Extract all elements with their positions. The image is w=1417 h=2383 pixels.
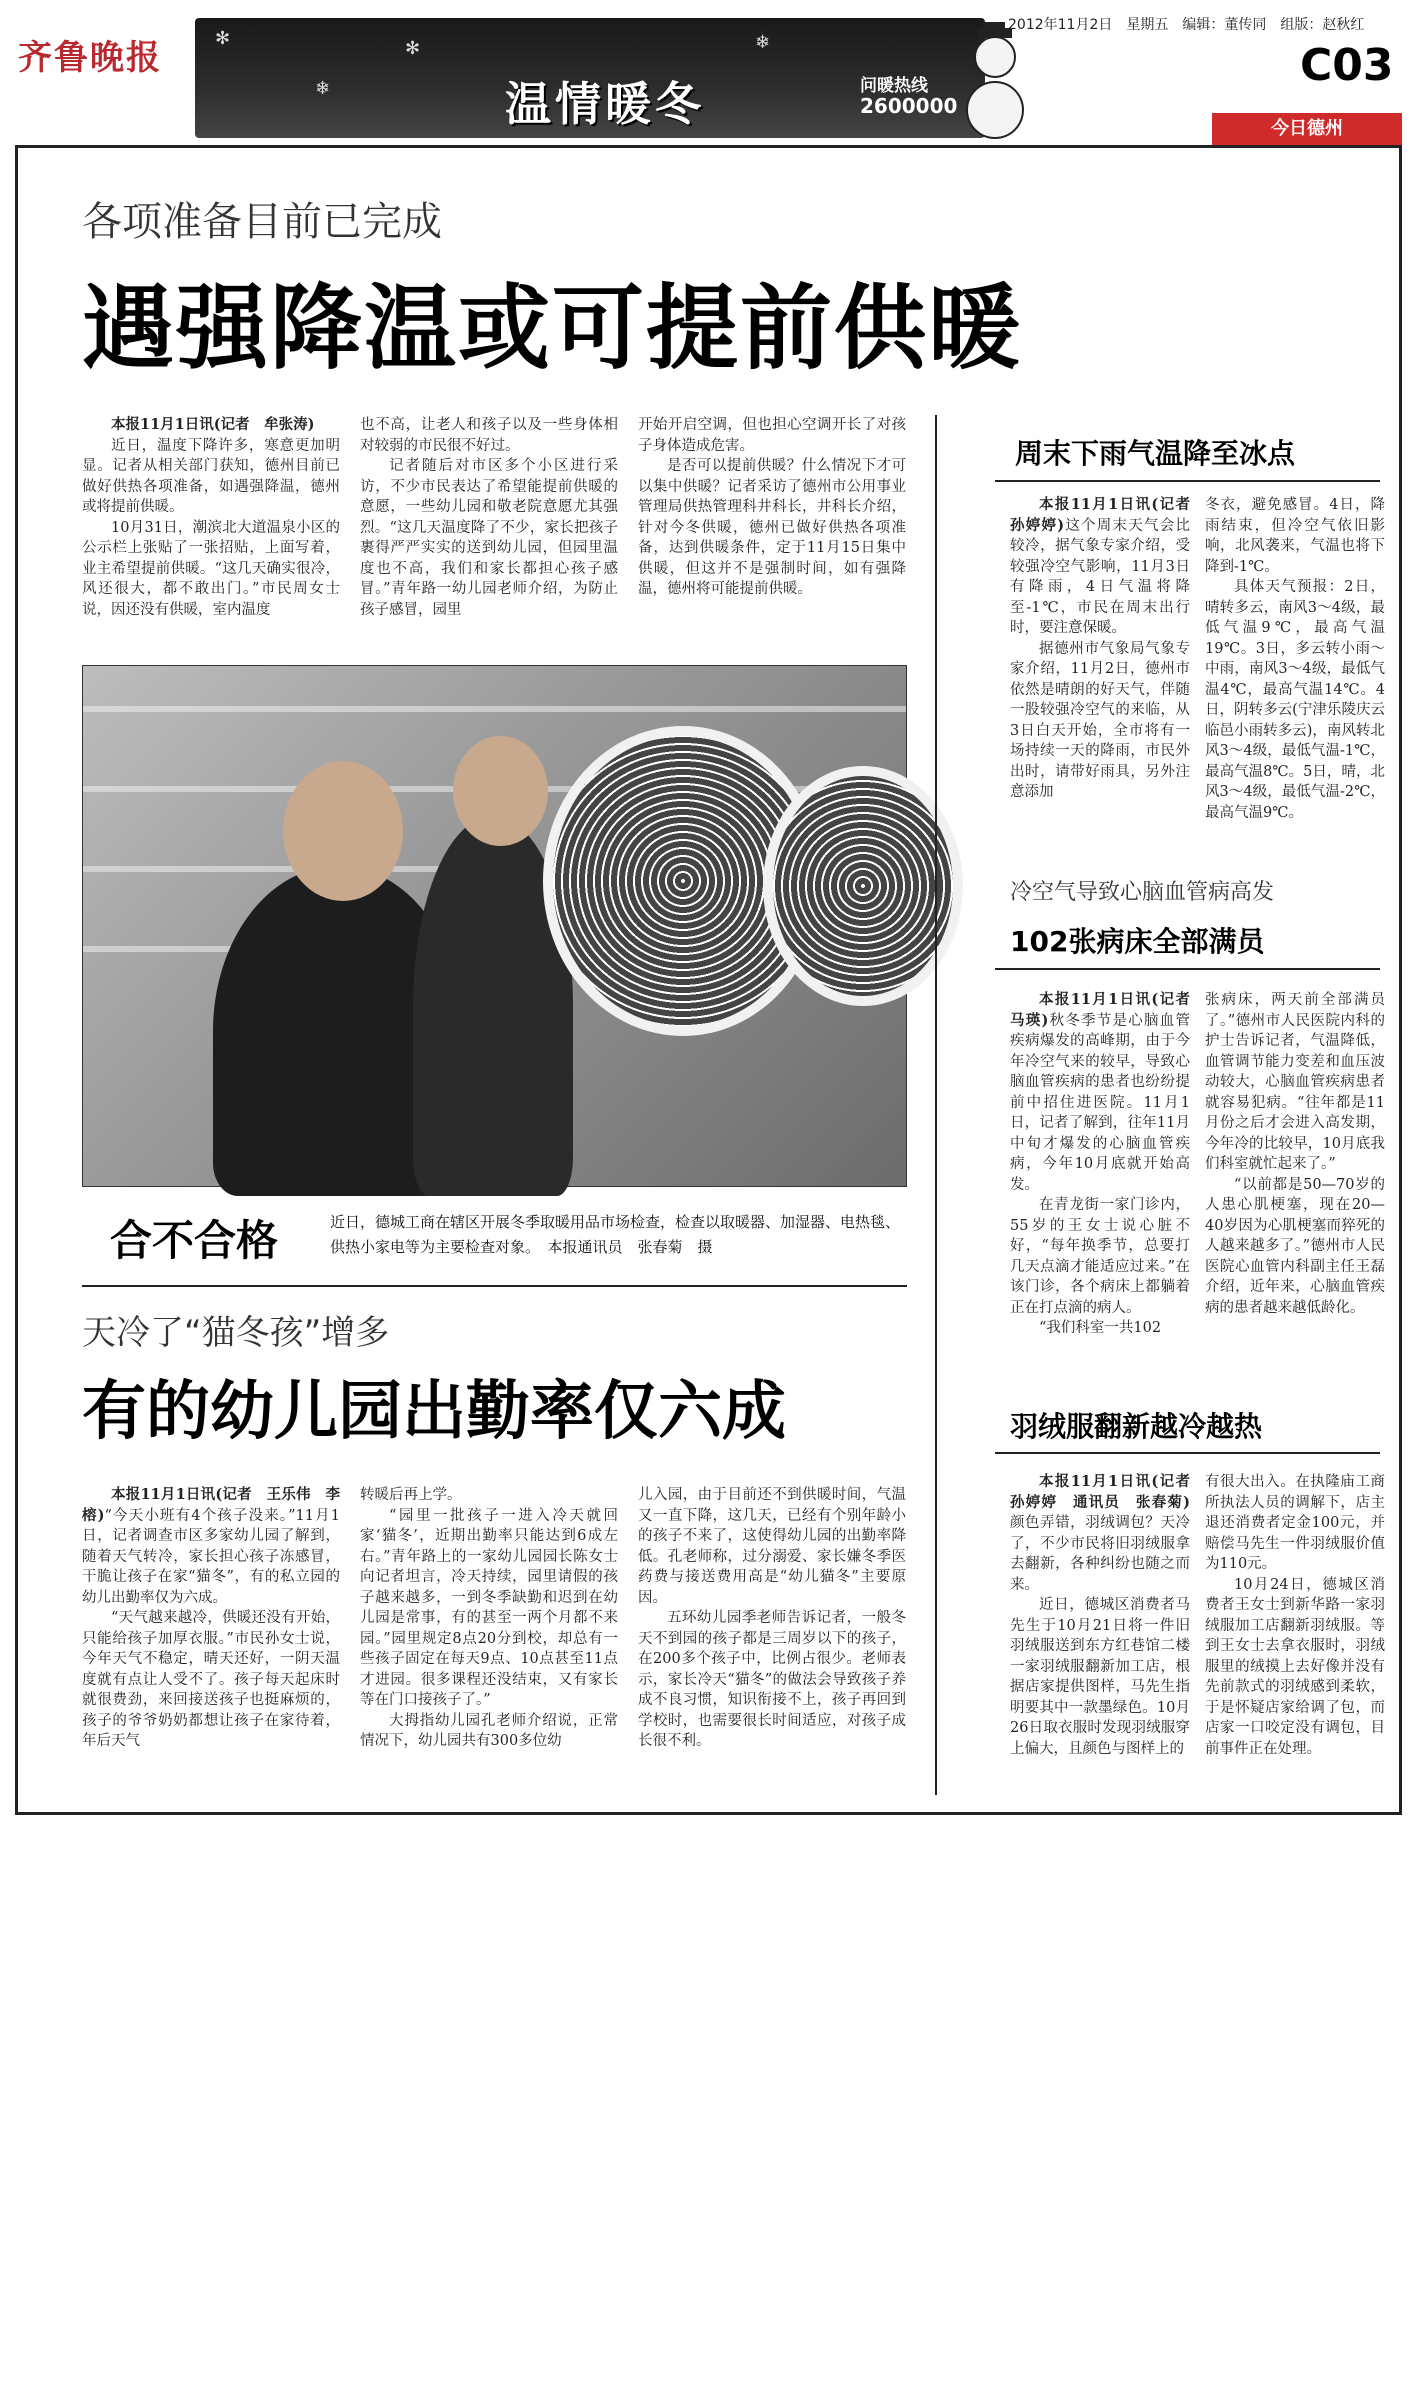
- masthead: [0, 0, 1417, 145]
- hotline: [860, 76, 957, 116]
- paragraph: 在青龙街一家门诊内，55岁的王女士说心脏不好，“每年换季节，总要打几天点滴才能适应过来。”在该门诊，各个病床上都躺着正在打点滴的病人。: [1010, 1197, 1190, 1316]
- main-col-2: [360, 415, 618, 625]
- paragraph: 本报11月1日讯(记者 牟张涛): [111, 416, 315, 433]
- paragraph: 转暖后再上学。: [360, 1487, 462, 1503]
- paragraph: 本报11月1日讯(记者 马瑛)秋冬季节是心脑血管疾病爆发的高峰期，由于今年冷空气来的较早，导致心脑血管疾病的患者也纷纷提前中招住进医院。11月1日，记者了解到，往年11月中旬才爆发的心脑血管疾病，今年10月底就开始高发。: [1010, 991, 1205, 1193]
- inspector-head: [283, 761, 403, 901]
- paragraph: 也不高，让老人和孩子以及一些身体相对较弱的市民很不好过。: [360, 417, 618, 454]
- story2-headline: 有的幼儿园出勤率仅六成: [82, 1375, 786, 1449]
- divider: [995, 1452, 1380, 1454]
- layout-credit: 组版：赵秋红: [1280, 17, 1365, 33]
- hotline-label: 问暖热线: [860, 76, 928, 96]
- side3-title: 羽绒服翻新越冷越热: [1010, 1410, 1263, 1443]
- paragraph: 大拇指幼儿园孔老师介绍说，正常情况下，幼儿园共有300多位幼: [360, 1712, 618, 1749]
- paragraph: 五环幼儿园季老师告诉记者，一般冬天不到园的孩子都是三周岁以下的孩子，在200多个孩子中，比例占很少。老师表示，家长冷天“猫冬”的做法会导致孩子养成不良习惯，知识衔接不上，孩子再回到学校时，也需要很长时间适应，对孩子成长很不利。: [638, 1610, 906, 1749]
- paragraph: 冬衣，避免感冒。4日，降雨结束，但冷空气依旧影响，北风袭来，气温也将下降到-1℃。: [1205, 497, 1385, 575]
- side3-col-1: [1010, 1472, 1205, 1797]
- story2-pretitle: 天冷了“猫冬孩”增多: [82, 1313, 390, 1353]
- story2-col-2: [360, 1485, 618, 1785]
- side2-col-1: [1010, 990, 1205, 1360]
- snowflake-icon: ❄: [755, 32, 771, 53]
- paragraph: 张病床，两天前全部满员了。”德州市人民医院内科的护士告诉记者，气温降低，血管调节能力变差和血压波动较大，心脑血管疾病患者就容易犯病。“往年都是11月份之后才会进入高发期，今年冷的比较早，10月底我们科室就忙起来了。”: [1205, 992, 1385, 1172]
- page-number: C03: [1300, 40, 1394, 91]
- paragraph: 据德州市气象局气象专家介绍，11月2日，德州市依然是晴朗的好天气，伴随一股较强冷空气的来临，从3日白天开始，全市将有一场持续一天的降雨，市民外出时，请带好雨具，另外注意添加: [1010, 640, 1190, 800]
- editor-credit: 编辑：董传同: [1182, 17, 1267, 33]
- paragraph: 10月31日，潮滨北大道温泉小区的公示栏上张贴了一张招贴，上面写着，业主希望提前供暖。“这几天确实很冷，风还很大，都不敢出门。”市民周女士说，因还没有供暖，室内温度: [82, 519, 340, 618]
- paragraph: 开始开启空调，但也担心空调开长了对孩子身体造成危害。: [638, 417, 906, 454]
- column-divider: [935, 415, 937, 1795]
- issue-weekday: 星期五: [1126, 17, 1169, 33]
- side3-col-2: [1205, 1472, 1385, 1797]
- warm-winter-banner: [195, 18, 985, 138]
- hotline-number: 2600000: [860, 94, 958, 118]
- issue-meta: [1008, 14, 1378, 34]
- section-tab: 今日德州: [1212, 113, 1402, 145]
- newspaper-logo: 齐鲁晚报: [18, 38, 162, 78]
- paragraph: 有很大出入。在执隆庙工商所执法人员的调解下，店主退还消费者定金100元，并赔偿马先生一件羽绒服价值为110元。: [1205, 1474, 1385, 1572]
- issue-date: 2012年11月2日: [1008, 17, 1113, 33]
- story2-col-1: [82, 1485, 340, 1785]
- main-col-3: [638, 415, 906, 625]
- news-photo-heater-inspection: [82, 665, 907, 1187]
- paragraph: “以前都是50—70岁的人患心肌梗塞，现在20—40岁因为心肌梗塞而猝死的人越来越多了。”德州市人民医院心血管内科副主任王磊介绍，近年来，心脑血管疾病的患者越来越低龄化。: [1205, 1176, 1385, 1316]
- main-headline: 遇强降温或可提前供暖: [82, 275, 1023, 382]
- side1-title: 周末下雨气温降至冰点: [1015, 437, 1296, 470]
- paragraph: 儿入园，由于目前还不到供暖时间，气温又一直下降，这几天，已经有个别年龄小的孩子不来了，这使得幼儿园的出勤率降低。孔老师称，过分溺爱、家长嫌冬季医药费与接送费用高是“幼儿猫冬”主要原因。: [638, 1487, 906, 1606]
- banner-title: 温情暖冬: [505, 77, 705, 131]
- electric-heater-icon: [763, 766, 963, 1006]
- paragraph: 近日，德城区消费者马先生于10月21日将一件旧羽绒服送到东方红巷馆二楼一家羽绒服翻新加工店，根据店家提供图样，马先生指明要其中一款墨绿色。10月26日取衣服时发现羽绒服穿上偏大，且颜色与图样上的: [1010, 1597, 1190, 1757]
- paragraph: 10月24日，德城区消费者王女士到新华路一家羽绒服加工店翻新羽绒服。等到王女士去拿衣服时，羽绒服里的绒摸上去好像并没有先前款式的羽绒感到柔软，于是怀疑店家给调了包，而店家一口咬定没有调包，目前事件正在处理。: [1205, 1576, 1385, 1757]
- paragraph: 具体天气预报：2日，晴转多云，南风3～4级，最低气温9℃，最高气温19℃。3日，多云转小雨～中雨，南风3～4级，最低气温4℃，最高气温14℃。4日，阴转多云(宁津乐陵庆云临邑小雨转多云)，南风转北风3～4级，最低气温-1℃，最高气温8℃。5日，晴，北风3～4级，最低气温-2℃，最高气温9℃。: [1205, 579, 1385, 821]
- paragraph: 是否可以提前供暖？什么情况下才可以集中供暖？记者采访了德州市公用事业管理局供热管理科井科长，井科长介绍，针对今冬供暖，德州已做好供热各项准备，达到供暖条件，定于11月15日集中供暖，但这并不是强制时间，如有强降温，德州将可能提前供暖。: [638, 458, 906, 597]
- paragraph: “园里一批孩子一进入冷天就回家‘猫冬’，近期出勤率只能达到6成左右。”青年路上的一家幼儿园园长陈女士向记者坦言，冷天持续，园里请假的孩子越来越多，一到冬季缺勤和迟到在幼儿园是常事，有的甚至一两个月都不来园。”园里规定8点20分到校，却总有一些孩子固定在每天9点、10点甚至11点才进园。很多课程还没结束，又有家长等在门口接孩子了。”: [360, 1507, 618, 1708]
- paragraph: “我们科室一共102: [1039, 1320, 1162, 1336]
- photo-caption-title: 合不合格: [110, 1216, 279, 1265]
- divider: [995, 968, 1380, 970]
- divider: [995, 480, 1380, 482]
- snowflake-icon: ✻: [215, 28, 231, 49]
- side2-title: 102张病床全部满员: [1010, 925, 1265, 958]
- paragraph: 本报11月1日讯(记者 孙婷婷 通讯员 张春菊)颜色弄错，羽绒调包？天冷了，不少市民将旧羽绒服拿去翻新，各种纠纷也随之而来。: [1010, 1473, 1205, 1593]
- snowflake-icon: ✻: [405, 38, 421, 59]
- paragraph: 近日，温度下降许多，寒意更加明显。记者从相关部门获知，德州目前已做好供热各项准备，如遇强降温，德州或将提前供暖。: [82, 437, 340, 515]
- main-pretitle: 各项准备目前已完成: [82, 199, 442, 245]
- paragraph: 本报11月1日讯(记者 王乐伟 李榕)“今天小班有4个孩子没来。”11月1日，记者调查市区多家幼儿园了解到，随着天气转冷，家长担心孩子冻感冒，干脆让孩子在家“猫冬”，有的私立园的幼儿出勤率仅为六成。: [82, 1486, 340, 1606]
- inspector-head: [453, 736, 548, 846]
- side1-col-2: [1205, 495, 1385, 835]
- side2-pretitle: 冷空气导致心脑血管病高发: [1010, 880, 1275, 905]
- snowman-icon: [960, 22, 1030, 142]
- story2-col-3: [638, 1485, 906, 1785]
- photo-caption: 近日，德城工商在辖区开展冬季取暖用品市场检查，检查以取暖器、加湿器、电热毯、供热小家电等为主要检查对象。 本报通讯员 张春菊 摄: [330, 1213, 901, 1256]
- main-col-1: [82, 415, 340, 625]
- side2-col-2: [1205, 990, 1385, 1360]
- paragraph: 记者随后对市区多个小区进行采访，不少市民表达了希望能提前供暖的意愿，一些幼儿园和敬老院意愿尤其强烈。“这几天温度降了不少，家长把孩子裹得严严实实的送到幼儿园，但园里温度也不高，我们和家长都担心孩子感冒。”青年路一幼儿园老师介绍，为防止孩子感冒，园里: [360, 458, 618, 618]
- divider: [82, 1285, 907, 1287]
- side1-col-1: [1010, 495, 1205, 835]
- paragraph: “天气越来越冷，供暖还没有开始，只能给孩子加厚衣服。”市民孙女士说，今年天气不稳定，晴天还好，一阴天温度就有点让人受不了。孩子每天起床时就很费劲，来回接送孩子也挺麻烦的，孩子的爷爷奶奶都想让孩子在家待着，年后天气: [82, 1610, 340, 1749]
- snowflake-icon: ❄: [315, 78, 331, 99]
- paragraph: 本报11月1日讯(记者 孙婷婷)这个周末天气会比较冷，据气象专家介绍，受较强冷空气影响，11月3日有降雨，4日气温将降至-1℃，市民在周末出行时，要注意保暖。: [1010, 496, 1205, 636]
